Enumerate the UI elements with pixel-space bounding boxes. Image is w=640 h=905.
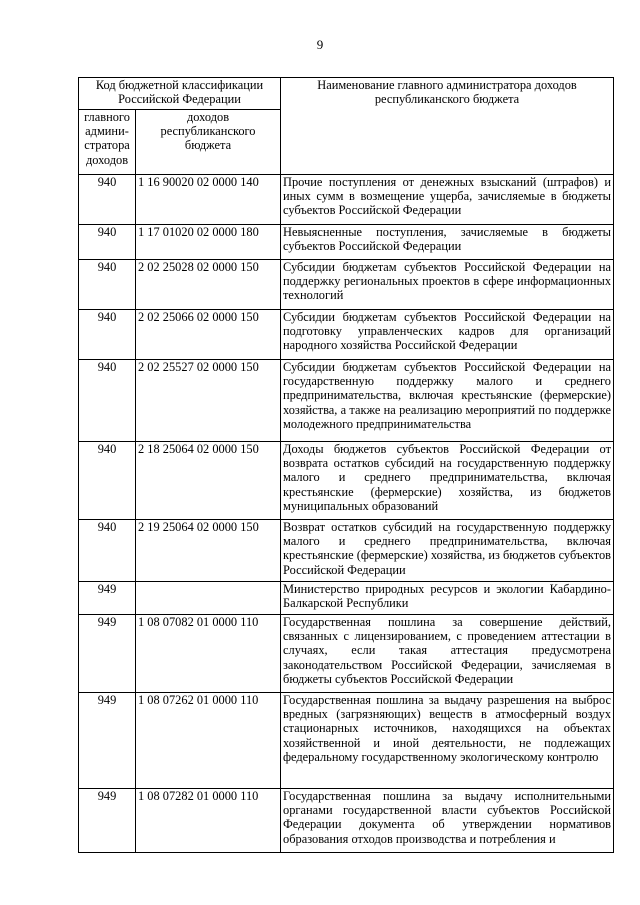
- table-row: [79, 360, 614, 442]
- admin-code-cell: 949: [79, 789, 136, 853]
- table-row: [79, 225, 614, 260]
- page-number: 9: [316, 37, 324, 52]
- revenue-code-cell: 2 18 25064 02 0000 150: [136, 442, 281, 520]
- revenue-code-cell: 2 02 25028 02 0000 150: [136, 260, 281, 310]
- revenue-name-cell: Субсидии бюджетам субъектов Российской Федерации на государственную поддержку малого и среднего предпринимательства, включая крестьянские (фермерские) хозяйства, а также на реализацию мероприятий по поддержке молодежного предпринимательства: [281, 360, 614, 442]
- admin-code-cell: 949: [79, 615, 136, 693]
- revenue-code-cell: [136, 582, 281, 615]
- table-row: [79, 789, 614, 853]
- revenue-code-cell: 1 17 01020 02 0000 180: [136, 225, 281, 260]
- budget-classification-table: [78, 77, 614, 853]
- revenue-name-cell: Субсидии бюджетам субъектов Российской Федерации на поддержку региональных проектов в сфере информационных технологий: [281, 260, 614, 310]
- revenue-code-cell: 1 08 07282 01 0000 110: [136, 789, 281, 853]
- admin-code-cell: 940: [79, 260, 136, 310]
- admin-code-cell: 940: [79, 175, 136, 225]
- revenue-code-cell: 1 08 07262 01 0000 110: [136, 693, 281, 789]
- revenue-name-cell: Государственная пошлина за выдачу исполнительными органами государственной власти субъектов Российской Федерации документа об утверждении нормативов образования отходов производства и потребления и: [281, 789, 614, 853]
- revenue-code-cell: 2 02 25527 02 0000 150: [136, 360, 281, 442]
- revenue-code-cell: 2 02 25066 02 0000 150: [136, 310, 281, 360]
- revenue-code-cell: 1 08 07082 01 0000 110: [136, 615, 281, 693]
- table-row: [79, 615, 614, 693]
- header-administrator-name: Наименование главного администратора доходов республиканского бюджета: [281, 78, 614, 175]
- revenue-code-cell: 2 19 25064 02 0000 150: [136, 520, 281, 582]
- admin-code-cell: 949: [79, 693, 136, 789]
- admin-code-cell: 940: [79, 225, 136, 260]
- admin-code-cell: 940: [79, 442, 136, 520]
- table-row: [79, 693, 614, 789]
- table-body: [79, 175, 614, 853]
- table-row: [79, 260, 614, 310]
- revenue-name-cell: Государственная пошлина за выдачу разрешения на выброс вредных (загрязняющих) веществ в атмосферный воздух стационарных источников, находящихся на объектах хозяйственной и иной деятельности, не подлежащих федеральному государственному экологическому контролю: [281, 693, 614, 789]
- table-header: [79, 78, 614, 175]
- table-row: [79, 582, 614, 615]
- revenue-code-cell: 1 16 90020 02 0000 140: [136, 175, 281, 225]
- admin-code-cell: 940: [79, 360, 136, 442]
- header-revenue-code: доходов республиканского бюджета: [136, 110, 281, 175]
- revenue-name-cell: Возврат остатков субсидий на государственную поддержку малого и среднего предпринимательства, включая крестьянские (фермерские) хозяйства, из бюджетов субъектов Российской Федерации: [281, 520, 614, 582]
- admin-code-cell: 949: [79, 582, 136, 615]
- table-row: [79, 442, 614, 520]
- revenue-name-cell: Прочие поступления от денежных взысканий (штрафов) и иных сумм в возмещение ущерба, зачисляемые в бюджеты субъектов Российской Федерации: [281, 175, 614, 225]
- table-row: [79, 175, 614, 225]
- revenue-name-cell: Министерство природных ресурсов и экологии Кабардино-Балкарской Республики: [281, 582, 614, 615]
- table-row: [79, 310, 614, 360]
- revenue-name-cell: Невыясненные поступления, зачисляемые в бюджеты субъектов Российской Федерации: [281, 225, 614, 260]
- table-row: [79, 520, 614, 582]
- header-classification-code: Код бюджетной классификации Российской Федерации: [79, 78, 281, 110]
- admin-code-cell: 940: [79, 310, 136, 360]
- revenue-name-cell: Государственная пошлина за совершение действий, связанных с лицензированием, с проведением аттестации в случаях, если такая аттестация предусмотрена законодательством Российской Федерации, зачисляемая в бюджеты субъектов Российской Федерации: [281, 615, 614, 693]
- revenue-name-cell: Доходы бюджетов субъектов Российской Федерации от возврата остатков субсидий на государственную поддержку малого и среднего предпринимательства, включая крестьянские (фермерские) хозяйства, из бюджетов муниципальных образований: [281, 442, 614, 520]
- revenue-name-cell: Субсидии бюджетам субъектов Российской Федерации на подготовку управленческих кадров для организаций народного хозяйства Российской Федерации: [281, 310, 614, 360]
- header-main-administrator: главного админи-стратора доходов: [79, 110, 136, 175]
- admin-code-cell: 940: [79, 520, 136, 582]
